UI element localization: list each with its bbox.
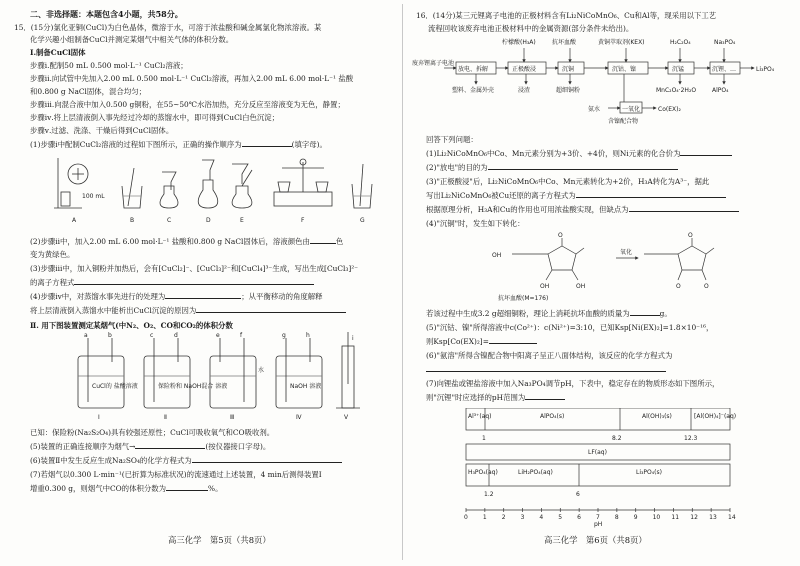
- q16-3-line1: (3)"正极酸浸"后，Li₂NiCoMnO₆中Co、Mn元素转化为+2价，H₃A转化为A³⁻，据此: [426, 177, 710, 186]
- ph-tick-label: 9: [633, 514, 638, 521]
- part1-heading: Ⅰ.制备CuCl固体: [30, 48, 86, 57]
- flow-product-cu: 超细铜粉: [556, 87, 581, 94]
- flow-box-mn-label: 沉锰: [672, 66, 685, 73]
- flow-product-mnc2o4: MnC₂O₄·2H₂O: [656, 87, 697, 94]
- answer-blank[interactable]: [135, 441, 205, 449]
- ph-tick-label: 8: [614, 514, 619, 521]
- figure-label-g: G: [360, 217, 365, 224]
- ph-tick-label: 6: [577, 514, 581, 521]
- ascorbic-acid-label: 抗坏血酸(M=176): [498, 295, 549, 302]
- bottle-3-content: 水: [258, 367, 265, 374]
- svg-text:OH: OH: [576, 283, 586, 290]
- figure-label-f: F: [301, 217, 305, 224]
- q16-3-line2: [426, 190, 726, 201]
- figure-label-c: C: [167, 217, 172, 224]
- page-footer-right: 高三化学 第6页（共8页）: [544, 535, 647, 545]
- q16-7-line1: (7)向锂盐或锂盐溶液中加入Na₃PO₄调节pH，下表中，稳定存在的物质形态如下图所示，: [426, 379, 720, 388]
- species-aloh4: [Al(OH)₄]⁻(aq): [694, 413, 737, 420]
- bottle-2-icon: [144, 338, 190, 408]
- bottle-3-label: Ⅲ: [230, 414, 235, 421]
- svg-text:O: O: [704, 283, 709, 290]
- flow-reagent-ammonia: 氨水: [588, 106, 601, 113]
- port-e-label: e: [216, 332, 220, 339]
- species-al3: Al³⁺(aq): [468, 413, 492, 420]
- bottle-1-label: Ⅰ: [98, 414, 100, 421]
- species-li3po4: Li₃PO₄(s): [636, 469, 662, 476]
- q15-3-line1: (3)步骤ⅲ中，加入铜粉并加热后，会有[CuCl₂]⁻、[CuCl₃]²⁻和[CuCl₄]³⁻生成，写出生成[CuCl₃]²⁻: [30, 264, 359, 273]
- ph-tick-label: 10: [652, 514, 661, 521]
- ph-tick-label: 5: [558, 514, 563, 521]
- q16-stem-line2: 流程回收该废弃电池正极材料中的金属资源(部分条件未给出)。: [428, 24, 634, 33]
- step5: 步骤ⅴ.过滤、洗涤、干燥后得到CuCl固体。: [30, 126, 174, 135]
- q15-6: [30, 455, 342, 466]
- flow-reagent-ascorbic: 抗坏血酸: [552, 39, 577, 46]
- bottle-4-content: NaOH 溶液: [290, 383, 322, 390]
- port-b-label: b: [108, 332, 112, 339]
- answer-blank[interactable]: [74, 277, 314, 285]
- q16-4: (4)"沉铜"时，发生如下转化：: [426, 219, 525, 228]
- process-flowchart: [412, 34, 796, 126]
- q15-2-line1: [30, 236, 343, 247]
- svg-text:O: O: [676, 283, 681, 290]
- port-i-label: i: [352, 335, 354, 342]
- answer-blank[interactable]: [629, 204, 739, 212]
- bottle-1-content: CuCl的 盐酸溶液: [92, 383, 138, 390]
- answer-heading: 回答下列问题：: [426, 135, 478, 144]
- gas-apparatus-figure: [72, 332, 372, 422]
- q16-7-line2: [426, 392, 565, 403]
- flow-box-cu-label: 沉铜: [562, 66, 575, 73]
- flow-ni-complex-note: 含镍配合物: [608, 118, 639, 125]
- species-lih2po4: LiH₂PO₄(aq): [518, 469, 553, 476]
- q15-5: [30, 441, 270, 452]
- q15-1-tail: (填字母)。: [291, 140, 327, 149]
- species-alpo4: AlPO₄(s): [540, 413, 565, 420]
- q16-6-blank-line: [426, 364, 666, 375]
- q16-4b: [426, 308, 672, 319]
- ph-tick-label: 14: [728, 514, 736, 521]
- ph-species-chart: [460, 408, 742, 528]
- flow-product-li3po4: Li₃PO₄: [756, 66, 775, 73]
- figure-label-e: E: [240, 217, 244, 224]
- boundary-1: 1: [482, 435, 486, 442]
- ascorbic-acid-structure: [492, 232, 722, 304]
- flow-start-label: 废弃锂离子电池: [412, 60, 455, 67]
- boundary-6: 6: [576, 491, 580, 498]
- answer-blank[interactable]: [165, 291, 241, 299]
- q15-stem-line2: 化学兴趣小组制备CuCl并测定某烟气中相关气体的体积分数。: [30, 35, 234, 44]
- figure-c-icon: [160, 172, 178, 208]
- svg-text:OH: OH: [540, 283, 550, 290]
- bottle-1-icon: [78, 338, 124, 408]
- port-h-label: h: [306, 332, 310, 339]
- port-a-label: a: [84, 332, 88, 339]
- answer-blank[interactable]: [242, 139, 292, 147]
- species-aloh3: Al(OH)₃(s): [642, 413, 672, 420]
- q16-4b-text: 若该过程中生成3.2 g超细铜粉，理论上消耗抗坏血酸的质量为: [426, 309, 630, 318]
- q15-3-text: 的离子方程式: [30, 278, 75, 287]
- q15-6-text: (6)装置Ⅱ中发生反应生成Na₂SO₄的化学方程式为: [30, 456, 192, 465]
- cylinder-5-icon: [336, 332, 360, 408]
- boundary-12-3: 12.3: [684, 435, 698, 442]
- figure-a-icon: [54, 158, 88, 208]
- port-c-label: c: [150, 332, 154, 339]
- figure-label-a: A: [72, 217, 77, 224]
- q15-7-line1: (7)若烟气以0.300 L·min⁻¹(已折算为标准状况)的流速通过上述装置，4 min后测得装置Ⅰ: [30, 470, 322, 479]
- step3: 步骤ⅲ.向混合液中加入0.500 g铜粉，在55~50℃水浴加热，充分反应至溶液变为无色，静置；: [30, 100, 345, 109]
- q15-7-line2: [30, 483, 222, 494]
- q15-4-line1: [30, 291, 323, 302]
- figure-e-icon: [232, 164, 252, 208]
- answer-blank[interactable]: [630, 308, 660, 316]
- q16-stem-line1: 16．(14分)某三元锂离子电池的正极材料含有Li₂NiCoMnO₆、Cu和Al等，现采用以下工艺: [416, 11, 717, 20]
- answer-blank[interactable]: [166, 483, 208, 491]
- q16-5-text: 则Ksp[Co(EX)₂]=: [426, 337, 489, 346]
- answer-blank[interactable]: [426, 364, 666, 372]
- figure-d-icon: [198, 160, 217, 208]
- q16-2-text: (2)"放电"的目的为: [426, 163, 488, 172]
- q16-3c-text: 根据原理分析，H₃A和Cu的作用也可用浓盐酸实现，但缺点为: [426, 205, 629, 214]
- svg-text:O: O: [688, 232, 693, 239]
- figure-label-b: B: [130, 217, 135, 224]
- q15-7-tail: %。: [208, 484, 223, 493]
- svg-text:OH: OH: [492, 252, 502, 259]
- step4: 步骤ⅳ.将上层清液倒入事先经过冷却的蒸馏水中，即可得到CuCl白色沉淀；: [30, 113, 280, 122]
- q15-stem-line1: 15．(15分)氯化亚铜(CuCl)为白色晶体，微溶于水，可溶于浓盐酸和碱金属氯化物浓溶液。某: [14, 23, 322, 32]
- port-f-label: f: [240, 332, 243, 339]
- flow-waste-plastic: 塑料、金属外壳: [452, 87, 495, 94]
- q16-6-text: (6)"氨溶"所得含镍配合物中阳离子呈正八面体结构，该反应的化学方程式为: [426, 351, 673, 360]
- answer-blank[interactable]: [525, 392, 565, 400]
- answer-blank[interactable]: [192, 455, 342, 463]
- ph-tick-label: 13: [709, 514, 717, 521]
- page-divider: [402, 4, 403, 560]
- ph-row-aluminum: [466, 408, 730, 430]
- flow-reagent-kex: 黄铜萃取剂(KEX): [598, 39, 645, 46]
- flow-product-alpo4: AlPO₄: [712, 87, 729, 94]
- q15-1: [30, 139, 327, 150]
- boundary-8-2: 8.2: [612, 435, 622, 442]
- q15-2-tail: 色: [335, 237, 344, 246]
- q16-3-text: 写出Li₂NiCoMnO₆被Cu还原的离子方程式为: [426, 191, 576, 200]
- page-footer-left: 高三化学 第5页（共8页）: [168, 535, 271, 545]
- ph-tick-label: 12: [690, 514, 698, 521]
- ph-row-phosphate: [466, 464, 730, 486]
- q15-2-line2: 变为黄绿色。: [30, 250, 75, 259]
- answer-blank[interactable]: [489, 336, 537, 344]
- flow-reagent-oxalic: H₂C₂O₄: [670, 39, 691, 46]
- bottle-3-icon: [210, 338, 256, 408]
- species-h3po4: H₃PO₄(aq): [468, 469, 498, 476]
- q15-2-text: (2)步骤ⅱ中，加入2.00 mL 6.00 mol·L⁻¹ 盐酸和0.800 g NaCl固体后，溶液颜色由: [30, 237, 310, 246]
- flow-reagent-na3po4: Na₃PO₄: [714, 39, 736, 46]
- flow-waste-residue: 浸渣: [518, 87, 531, 94]
- q16-4b-tail: g。: [659, 309, 672, 318]
- step2-line2: 和0.800 g NaCl固体，混合均匀；: [30, 87, 146, 96]
- bottle-4-icon: [276, 338, 322, 408]
- flow-box-acid-leach-label: 正极酸浸: [512, 66, 537, 73]
- ph-tick-label: 2: [501, 514, 506, 521]
- flow-reagent-citric: 柠檬酸(H₃A): [502, 39, 536, 46]
- flow-box-co-ni-label: 沉钴、镍: [612, 66, 637, 73]
- ph-tick-label: 7: [596, 514, 600, 521]
- q16-1-text: (1)Li₂NiCoMnO₆中Co、Mn元素分别为+3价、+4价，则Ni元素的化合价为: [426, 149, 681, 158]
- flask-volume-label: 100 mL: [82, 193, 105, 200]
- section-heading: 二、非选择题：本题包含4小题，共58分。: [30, 9, 183, 19]
- q16-6: [426, 350, 672, 361]
- figure-g-icon: [352, 164, 372, 208]
- q15-3-line2: [30, 277, 314, 288]
- q15-4-line2: [30, 305, 346, 316]
- flow-box-discharge-label: 放电、拆解: [458, 66, 489, 73]
- port-g-label: g: [282, 332, 286, 339]
- figure-label-d: D: [206, 217, 211, 224]
- q16-3-line3: [426, 204, 739, 215]
- flow-box-li-label: 沉锂、…: [712, 66, 737, 73]
- answer-blank[interactable]: [488, 162, 678, 170]
- port-d-label: d: [174, 332, 178, 339]
- known-info: 已知：保险粉(Na₂S₂O₄)具有较强还原性；CuCl可吸收氧气和CO吸收剂。: [30, 428, 275, 437]
- q15-4-tail: ；从平衡移动的角度解释: [241, 292, 323, 301]
- q16-2: [426, 162, 678, 173]
- flow-product-coex2: Co(EX)₂: [658, 106, 681, 113]
- answer-blank[interactable]: [576, 190, 726, 198]
- q16-1: [426, 148, 732, 159]
- ph-axis-label: pH: [594, 521, 603, 528]
- answer-blank[interactable]: [680, 148, 732, 156]
- q15-4b-text: 将上层清液倒入蒸馏水中能析出CuCl沉淀的原因为: [30, 306, 197, 315]
- bottle-4-label: Ⅳ: [296, 414, 302, 421]
- figure-b-icon: [122, 168, 142, 208]
- q15-4-text: (4)步骤ⅳ中，对蒸馏水事先进行的处理为: [30, 292, 166, 301]
- cylinder-5-label: Ⅴ: [344, 414, 349, 421]
- q16-5-line2: [426, 336, 537, 347]
- ph-tick-label: 0: [464, 514, 468, 521]
- ph-tick-label: 11: [671, 514, 680, 521]
- bottle-2-content: 保险粉和 NaOH混合 溶液: [158, 383, 228, 390]
- part2-heading: Ⅱ. 用下图装置测定某烟气(中N₂、O₂、CO和CO₂的体积分数: [30, 321, 233, 330]
- oxidation-label: 氧化: [620, 249, 633, 256]
- species-lf: LF(aq): [588, 449, 607, 456]
- bottle-2-label: Ⅱ: [164, 414, 167, 421]
- figure-f-icon: [274, 159, 332, 206]
- q15-1-text: (1)步骤ⅰ中配制CuCl₂溶液的过程如下图所示，正确的操作顺序为: [30, 140, 242, 149]
- boundary-1-2: 1.2: [484, 491, 494, 498]
- q15-5-text: (5)装置的正确连接顺序为烟气→: [30, 442, 136, 451]
- q16-7-text: 则"沉锂"时应选择的pH范围为: [426, 393, 526, 402]
- q15-5-tail: (按仪器接口字母)。: [205, 442, 271, 451]
- flow-ammonia-box-label: 一氧化: [622, 106, 641, 113]
- step2-line1: 步骤ⅱ.向试管中先加入2.00 mL 0.500 mol·L⁻¹ CuCl₂溶液，再加入2.00 mL 6.00 mol·L⁻¹ 盐酸: [30, 74, 354, 83]
- ph-tick-label: 3: [520, 514, 525, 521]
- svg-text:O: O: [558, 232, 563, 239]
- q15-7-text: 增重0.300 g，则烟气中CO的体积分数为: [30, 484, 167, 493]
- answer-blank[interactable]: [310, 236, 336, 244]
- ph-tick-label: 1: [482, 514, 487, 521]
- answer-blank[interactable]: [196, 305, 346, 313]
- step1: 步骤ⅰ.配制50 mL 0.500 mol·L⁻¹ CuCl₂溶液；: [30, 61, 188, 70]
- q16-5-line1: (5)"沉钴、镍"所得溶液中c(Co²⁺)：c(Ni²⁺)=3:10，已知Ksp[Ni(EX)₂]=1.8×10⁻¹⁶，: [426, 323, 714, 332]
- ph-tick-label: 4: [539, 514, 544, 521]
- solution-prep-figure: [52, 150, 382, 230]
